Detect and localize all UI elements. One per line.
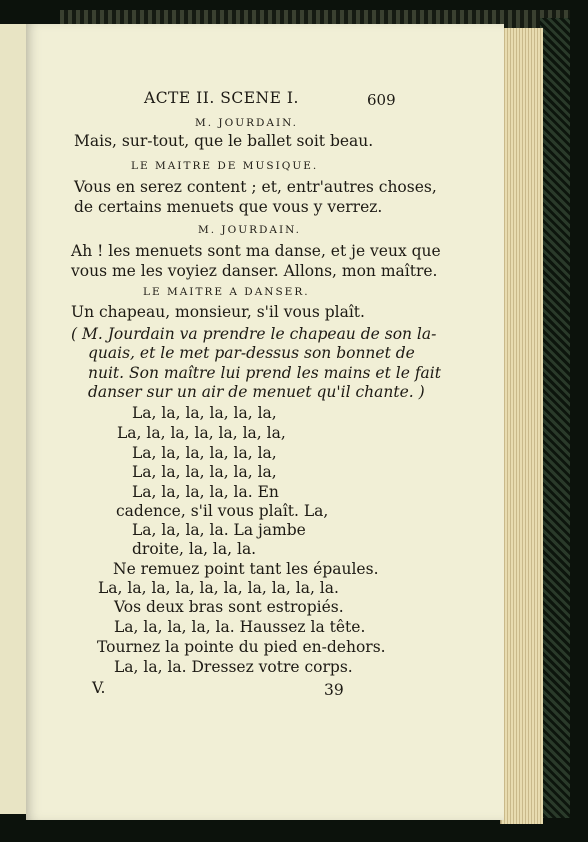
stage-direction: quais, et le met par-dessus son bonnet de [88, 344, 415, 362]
song-line: La, la, la, la, la. En [132, 483, 279, 501]
song-line: Tournez la pointe du pied en-dehors. [97, 638, 386, 656]
stage-direction: danser sur un air de menuet qu'il chante. ) [88, 383, 425, 401]
speaker-heading: LE MAITRE A DANSER. [143, 286, 310, 298]
song-line: droite, la, la, la. [132, 540, 257, 558]
song-line: La, la, la, la, la, la, [132, 404, 277, 422]
dialogue-line: Un chapeau, monsieur, s'il vous plaît. [71, 303, 365, 321]
dialogue-line: vous me les voyiez danser. Allons, mon maître. [71, 262, 438, 280]
song-line: La, la, la, la, la, la, [132, 463, 277, 481]
book-page [26, 24, 504, 820]
song-line: La, la, la, la, la, la, la, la, la, la. [98, 579, 339, 597]
stage-direction: ( M. Jourdain va prendre le chapeau de son la- [71, 325, 437, 343]
catchword: 39 [324, 681, 344, 699]
song-line: La, la, la, la, la, la, [132, 444, 277, 462]
dialogue-line: Vous en serez content ; et, entr'autres choses, [74, 178, 437, 196]
dialogue-line: de certains menuets que vous y verrez. [74, 198, 383, 216]
facing-page-edge [0, 24, 27, 814]
song-line: La, la, la, la, la. Haussez la tête. [114, 618, 366, 636]
song-line: La, la, la, la. La jambe [132, 521, 306, 539]
dialogue-line: Mais, sur-tout, que le ballet soit beau. [74, 132, 374, 150]
speaker-heading: LE MAITRE DE MUSIQUE. [131, 160, 319, 172]
cover-border-right [540, 18, 570, 818]
song-line: Vos deux bras sont estropiés. [114, 598, 344, 616]
song-line: Ne remuez point tant les épaules. [113, 560, 379, 578]
song-line: La, la, la, la, la, la, la, [117, 424, 286, 442]
song-line: La, la, la. Dressez votre corps. [114, 658, 353, 676]
running-head: ACTE II. SCENE I. [144, 89, 299, 107]
speaker-heading: M. JOURDAIN. [198, 224, 302, 236]
signature-mark: V. [92, 679, 106, 697]
page-edges [500, 28, 543, 824]
stage-direction: nuit. Son maître lui prend les mains et le fait [88, 364, 441, 382]
song-line: cadence, s'il vous plaît. La, [116, 502, 329, 520]
page-number: 609 [367, 91, 396, 109]
dialogue-line: Ah ! les menuets sont ma danse, et je veux que [71, 242, 441, 260]
speaker-heading: M. JOURDAIN. [195, 117, 299, 129]
